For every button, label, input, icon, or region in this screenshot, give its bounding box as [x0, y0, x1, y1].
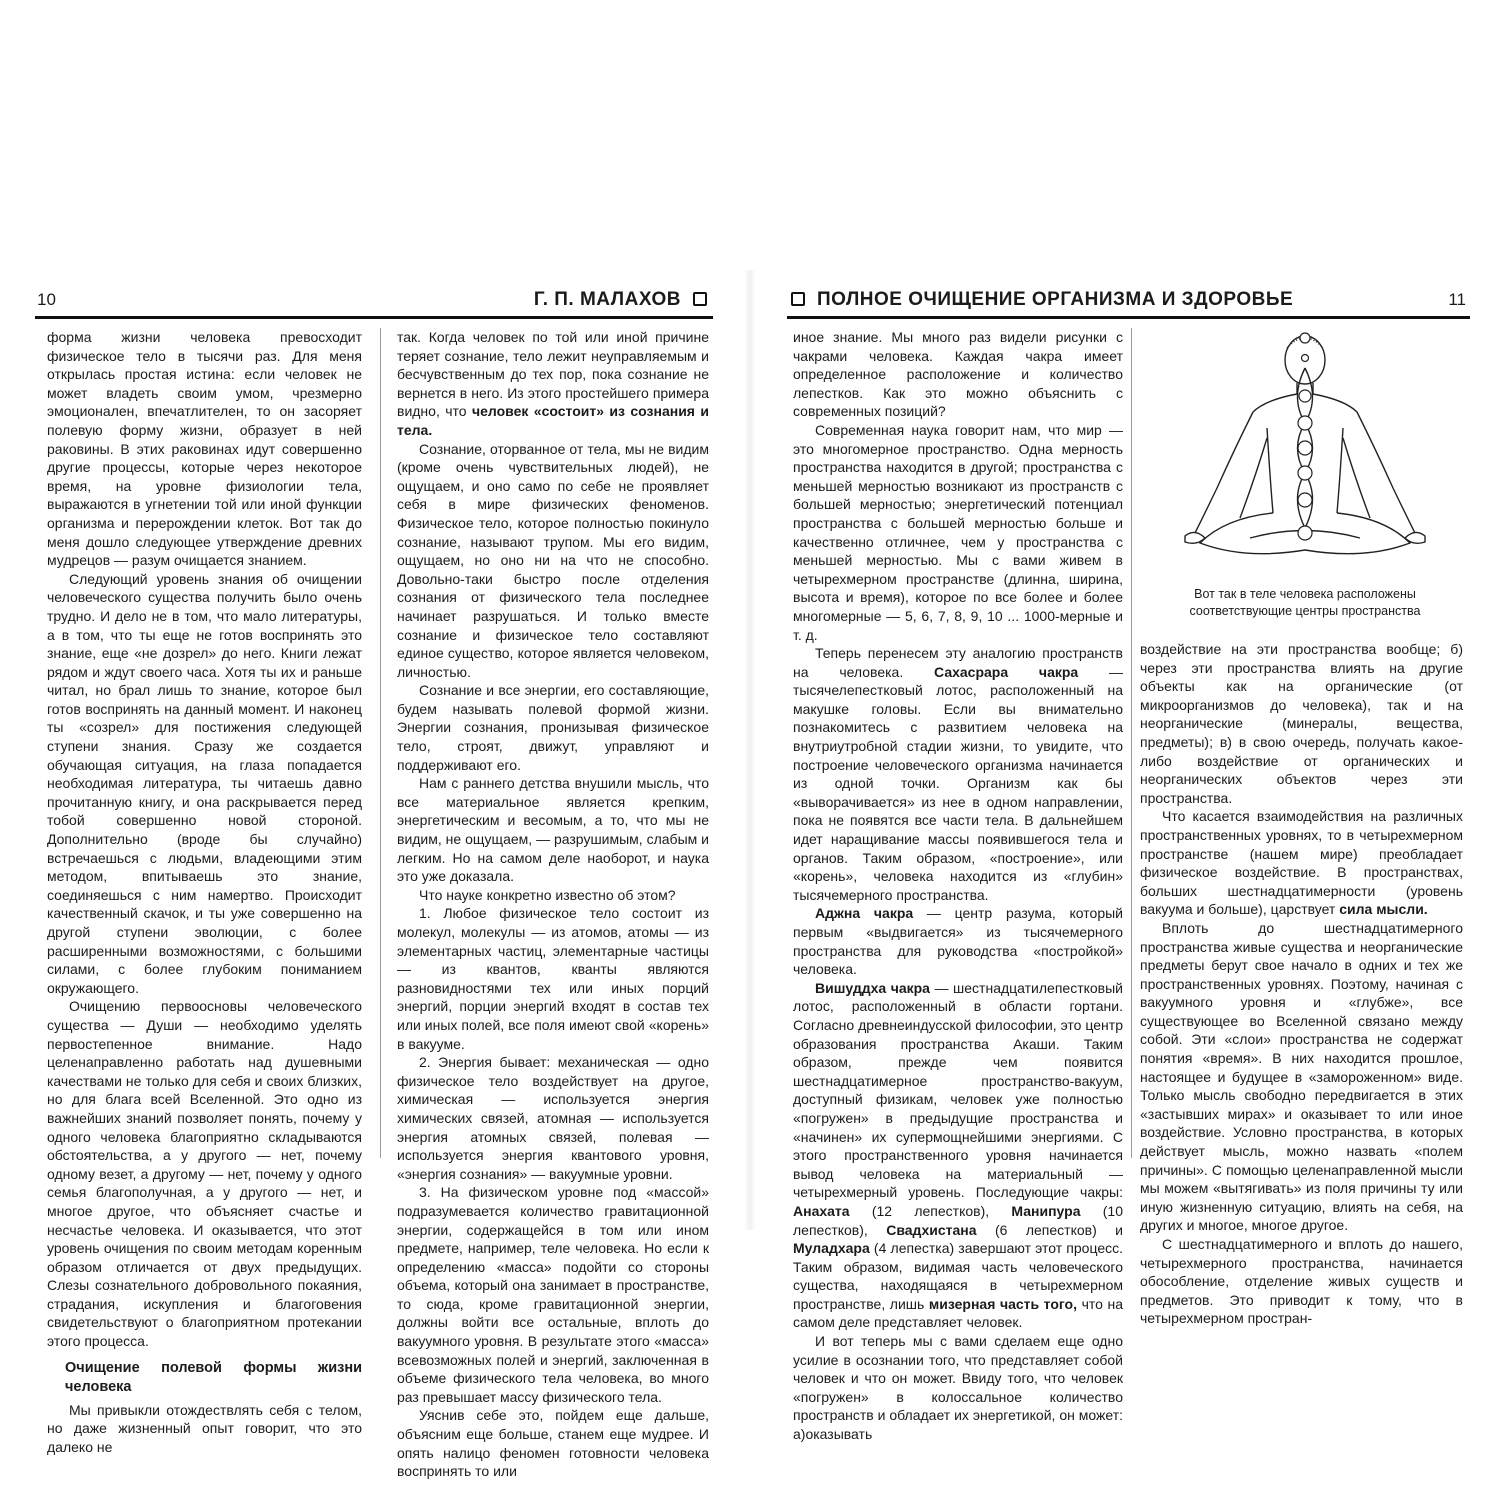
paragraph — [1140, 807, 1463, 919]
right-running-head: ПОЛНОЕ ОЧИЩЕНИЕ ОРГАНИЗМА И ЗДОРОВЬЕ — [817, 289, 1294, 310]
left-column-2 — [397, 328, 709, 1481]
right-page — [755, 0, 1500, 1500]
bold-text: Аджна чакра — [815, 905, 914, 922]
text-run: — тысячелепестковый лотос, расположенный на макушке головы. Если вы внимательно познакомитесь с развитием человека на внутриутробной стадии жизни, то увидите, что построение человеческого организма начинается из одной точки. Организм как бы «выворачивается» из нее в одном направлении, пока не появятся все части тела. В дальнейшем идет наращивание массы появившегося тела и органов. Таким образом, «построение», или «корень», человека находится из «глубин» тысячемерного пространства. — [793, 663, 1124, 903]
paragraph: Нам с раннего детства внушили мысль, что все материальное является крепким, энергетическим и весомым, а то, что мы не видим, не ощущаем, — разрушимым, слабым и легким. Но на самом деле наоборот, и наука это уже доказала. — [397, 775, 709, 885]
paragraph: 1. Любое физическое тело состоит из молекул, молекулы — из атомов, атомы — из элементарных частиц, элементарные частицы — из квантов, кванты являются разновидностями тех или иных порций энергий, порции энергий входят в состав тех или иных полей, все поля имеют свой «корень» в вакууме. — [397, 905, 709, 1052]
square-bullet-icon — [693, 292, 707, 306]
text-run: (6 лепестков) и — [976, 1221, 1123, 1238]
paragraph — [793, 979, 1123, 1332]
bold-text: Манипура — [1011, 1202, 1081, 1219]
bold-text: Анахата — [793, 1202, 850, 1219]
right-column-1 — [793, 328, 1123, 1444]
text-run: — шестнадцатилепестковый лотос, расположенный в области гортани. Согласно древнеиндусской философии, это центр образования пространства Акаши. Таким образом, прежде чем появится шестнадцатимерное пространство-вакуум, доступный физикам, человек уже полностью «погружен» в предыдущие пространства и «начинен» их супермощнейшими энергиями. С этого пространственного уровня начинается вывод человека на материальный — четырехмерный уровень. Последующие чакры: — [793, 979, 1123, 1201]
paragraph: Что науке конкретно известно об этом? — [419, 886, 676, 903]
left-page-number: 10 — [37, 290, 56, 309]
right-column-2 — [1140, 640, 1463, 1328]
text-run: (10 лепестков), — [793, 1202, 1124, 1238]
paragraph: форма жизни человека превосходит физическое тело в тысячи раз. Для меня открылась простая истина: если человек не может владеть своим умом, чрезмерно эмоционален, впечатлителен, то он засоряет полевую форму жизни, образует в ней раковины. В этих раковинах идут совершенно другие процессы, которые через некоторое время, на уровне физиологии тела, выражаются в угнетении той или иной функции организма и перерождении клеток. Вот так до меня дошло следующее утверждение древних мудрецов — разум очищается знанием. — [47, 329, 362, 569]
square-bullet-icon — [791, 292, 805, 306]
paragraph: 3. На физическом уровне под «массой» подразумевается количество гравитационной энергии, содержащейся в том или ином предмете, например, теле человека. Но если к определению «масса» подойти со стороны объема, который она занимает в пространстве, то сюда, кроме гравитационной энергии, должны войти все остальные, вплоть до вакуумного уровня. В результате этого «масса» всевозможных полей и энергий, заключенная в объеме физического тела человека, во много раз превышает массу физического тела. — [397, 1184, 709, 1405]
text-run: — центр разума, который первым «выдвигается» из тысячемерного пространства для руководства «постройкой» человека. — [793, 905, 1123, 978]
paragraph — [397, 328, 709, 440]
paragraph: Уяснив себе это, пойдем еще дальше, объясним еще больше, станем еще мудрее. И опять налицо феномен готовности человека воспринять то или — [397, 1407, 709, 1480]
bold-text: Вишуддха чакра — [815, 979, 930, 996]
paragraph: Следующий уровень знания об очищении человеческого существа получить было очень трудно. И дело не в том, что мало литературы, а в том, что ты еще не готов воспринять это знание, еще «не дозрел» до него. Книги лежат рядом и ждут своего часа. Хотя ты их и раньше читал, но брал лишь то знание, которое был готов воспринять на данный момент. И наконец ты «созрел» для постижения следующей ступени знания. Сразу же создается обучающая ситуация, на глаза попадается необходимая литература, ты читаешь давно прочитанную книгу, и она раскрывается перед тобой совершенно новой стороной. Дополнительно (вроде бы случайно) встречаешься с людьми, владеющими этим методом, впитываешь это знание, соединяешься с ним намертво. Происходит качественный скачок, и ты уже совершенно на другой ступени эволюции, с более расширенными возможностями, с большими силами, с более глубоким пониманием окружающего. — [47, 570, 362, 996]
paragraph: Вплоть до шестнадцатимерного пространства живые существа и неорганические предметы берут свое начало в одних и тех же пространственных уровнях. Поэтому, начиная с вакуумного уровня и «глубже», все существующее во Вселенной связано между собой. Эти «слои» пространства не содержат понятия «время». В них находится прошлое, настоящее и будущее в «замороженном» виде. Только мысль свободно передвигается в этих «застывших мирах» и оказывает то или иное воздействие. Условно пространства, в которых действует мысль, можно назвать «полем причины». С помощью целенаправленной мысли мы можем «вытягивать» из поля причины ту или иную жизненную ситуацию, влиять на себя, на других и многое, многое другое. — [1140, 919, 1463, 1234]
paragraph: С шестнадцатимерного и вплоть до нашего, четырехмерного пространства, начинается обособление, отделение живых существ и предметов. Это приводит к тому, что в четырехмерном простран- — [1140, 1236, 1463, 1327]
caption-line: соответствующие центры пространства — [1189, 604, 1421, 618]
meditating-figure-illustration — [1155, 328, 1455, 578]
caption-line: Вот так в теле человека расположены — [1194, 587, 1416, 601]
bold-text: сила мысли. — [1339, 901, 1428, 918]
left-running-head: Г. П. МАЛАХОВ — [533, 289, 681, 310]
paragraph: Мы привыкли отождествлять себя с телом, но даже жизненный опыт говорит, что это далеко не — [47, 1401, 362, 1455]
bold-text: Сахасрара чакра — [934, 663, 1079, 680]
figure-caption — [1155, 586, 1455, 620]
paragraph: 2. Энергия бывает: механическая — одно физическое тело воздействует на другое, химическая — используется энергия химических связей, атомная — используется энергия атомных связей, полевая — используется энергия квантового уровня, «энергия сознания» — вакуумные уровни. — [397, 1054, 709, 1182]
bold-text: Муладхара — [793, 1240, 870, 1257]
text-run: Теперь перенесем эту аналогию пространств на человека. — [793, 645, 1123, 680]
paragraph: Сознание и все энергии, его составляющие, будем называть полевой формой жизни. Энергии сознания, пронизывая физическое тело, строят, движут, управляют и поддерживают его. — [397, 682, 709, 773]
left-column-1 — [47, 328, 362, 1456]
column-divider — [380, 328, 381, 1158]
paragraph: иное знание. Мы много раз видели рисунки с чакрами человека. Каждая чакра имеет определенное расположение и количество лепестков. Как это можно объяснить с современных позиций? — [793, 329, 1123, 420]
right-page-header — [787, 288, 1470, 319]
paragraph: Очищению первоосновы человеческого существа — Души — необходимо уделять первостепенное внимание. Надо целенаправленно работать над душевными качествами не только для себя и своих близких, но для блага всей Вселенной. Это одно из важнейших знаний позволяет понять, почему у одного человека благоприятно складываются обстоятельства, а у другого — нет, почему одному везет, а другому — нет, почему у одного семья благополучная, а у другого — нет, и многое другое, что объясняет счастье и несчастье человека. И оказывается, что этот уровень очищения по своим методам коренным образом отличается от двух предыдущих. Слезы сознательного добровольного покаяния, страдания, искупления и благоговения свидетельствуют о благоприятном протекании этого процесса. — [47, 998, 362, 1350]
text-run: (4 лепестка) завершают этот процесс. Таким образом, видимая часть человеческого существа, находящаяся в четырехмерном пространстве, лишь — [793, 1240, 1123, 1312]
paragraph — [793, 904, 1123, 978]
text-run: Что касается взаимодействия на различных пространственных уровнях, то в четырехмерном пространстве (нашем мире) преобладает физическое воздействие. В пространствах, больших шестнадцатимерности (уровень вакуума и больше), царствует — [1140, 808, 1463, 918]
paragraph: Современная наука говорит нам, что мир — это многомерное пространство. Одна мерность пространства находится в другой; пространства с меньшей мерностью возникают из пространств с большей мерностью; энергетический потенциал пространства с большей мерностью больше и качественно отличнее, чем у пространства с меньшей мерностью. Мы с вами живем в четырехмерном пространстве (длинна, ширина, высота и время), которое по все более и более многомерные — 5, 6, 7, 8, 9, 10 ... 1000-мерные и т. д. — [793, 421, 1123, 643]
section-heading: Очищение полевой формы жизни человека — [65, 1359, 362, 1395]
paragraph: воздействие на эти пространства вообще; б) через эти пространства влиять на другие объекты как на органические (от микроорганизмов до человека), так и на неорганические (минералы, вещества, предметы); в) в свою очередь, получать какое-либо воздействие от органических и неорганических объектов через эти пространства. — [1140, 641, 1463, 806]
left-page — [0, 0, 745, 1500]
bold-text: Свадхистана — [886, 1221, 977, 1238]
paragraph: Сознание, оторванное от тела, мы не видим (кроме очень чувствительных людей), не ощущаем, и оно само по себе не проявляет себя в мире физических феноменов. Физическое тело, которое полностью покинуло сознание, называют трупом. Мы его видим, ощущаем, но оно ни на что не способно. Довольно-таки быстро после отделения сознания от физического тела последнее начинает разрушаться. И только вместе сознание и физическое тело составляют единое существо, которое является человеком, личностью. — [397, 440, 709, 680]
left-page-header — [35, 288, 713, 319]
bold-text: мизерная часть того, — [928, 1295, 1077, 1312]
right-page-number: 11 — [1448, 290, 1466, 309]
text-run: что на самом деле представляет человек. — [793, 1295, 1123, 1331]
paragraph — [793, 644, 1123, 904]
bold-text: человек «состоит» из сознания и тела. — [397, 403, 709, 438]
text-run: так. Когда человек по той или иной причине теряет сознание, тело лежит неуправляемым и бесчувственным до тех пор, пока сознание не вернется в него. Из этого простейшего примера видно, что — [397, 329, 709, 420]
text-run: (12 лепестков), — [849, 1202, 1012, 1219]
chakra-figure — [1155, 328, 1455, 628]
paragraph: И вот теперь мы с вами сделаем еще одно усилие в осознании того, что представляет собой человек и что он может. Ввиду того, что человек «погружен» в колоссальное количество пространств и обладает их энергетикой, он может: а)оказывать — [793, 1333, 1123, 1443]
column-divider — [1131, 328, 1132, 1158]
